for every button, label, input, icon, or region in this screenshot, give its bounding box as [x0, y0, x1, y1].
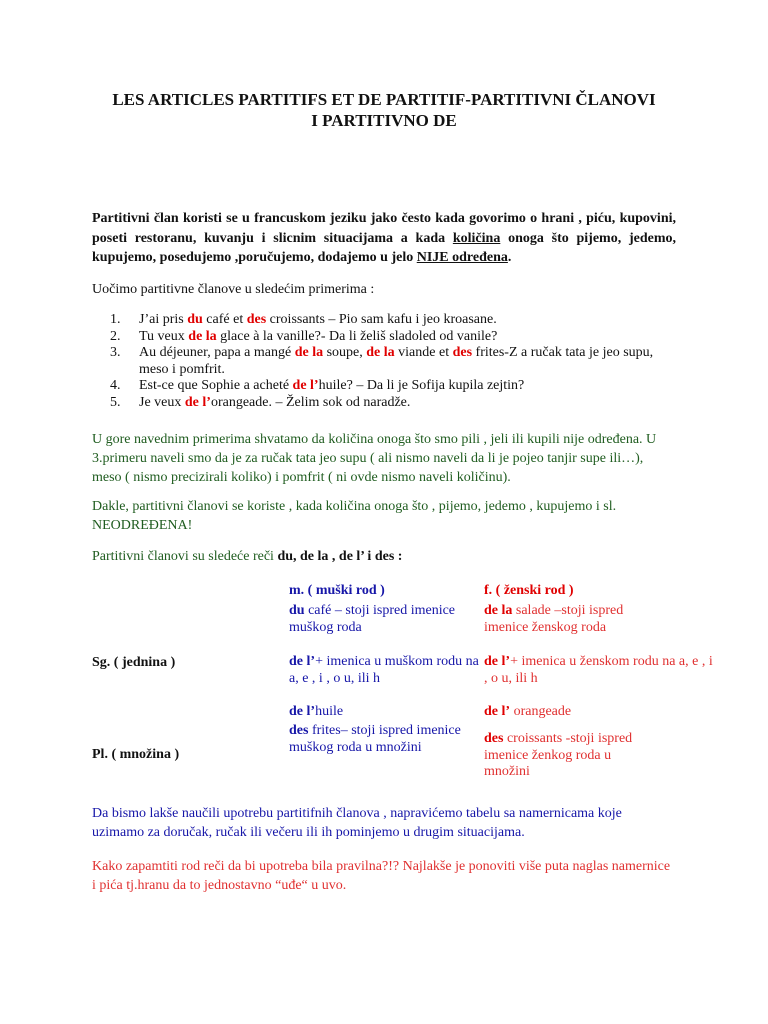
table-f-pl-des-word: des — [484, 731, 504, 746]
intro-underlined-not-defined: NIJE određena — [416, 250, 508, 265]
example-fragment: Au déjeuner, papa a mangé — [139, 345, 295, 360]
table-f-sg-de-l-word: de l’ — [484, 654, 511, 669]
example-article: de la — [188, 328, 217, 344]
table-f-sg-de-la-text: salade –stoji ispred imenice ženskog roda — [484, 603, 624, 635]
articles-line — [92, 547, 676, 566]
table-m-sg-huile-word: de l’ — [289, 704, 316, 719]
example-fragment: soupe, — [323, 345, 367, 360]
example-article: de la — [366, 345, 395, 360]
table-f-sg-orangeade-word: de l’ — [484, 704, 511, 719]
examples-list — [110, 312, 680, 411]
example-article: des — [246, 312, 267, 327]
table-m-sg-du-word: du — [289, 603, 305, 618]
example-article: de l’ — [292, 378, 319, 393]
table-m-pl-des-text: frites– stoji ispred imenice muškog roda u množini — [289, 723, 461, 755]
intro-text-c: . — [507, 250, 512, 265]
intro-underlined-quantity: količina — [452, 230, 501, 246]
table-f-sg-orangeade-text: orangeade — [510, 704, 572, 719]
example-fragment: café et — [202, 312, 247, 327]
table-m-sg-de-l-text: + imenica u muškom rodu na a, e , i , o u, ili h — [289, 654, 479, 686]
example-item — [110, 395, 680, 412]
example-fragment: orangeade. – Želim sok od naradže. — [210, 394, 411, 410]
example-number: 1. — [110, 312, 121, 327]
example-item — [110, 329, 680, 346]
example-fragment: viande et — [394, 345, 453, 360]
example-article: de la — [294, 345, 324, 360]
table-f-pl-des-text: croissants -stoji ispred imenice ženkog roda u množini — [484, 731, 633, 779]
intro-text-b: onoga što pijemo, jedemo, kupujemo, posedujemo ,poručujemo, dodajemo u jelo — [92, 230, 676, 265]
example-text — [139, 329, 680, 346]
table-m-sg-huile-text: huile — [315, 704, 344, 719]
example-article: de l’ — [184, 394, 211, 410]
example-fragment: Je veux — [139, 394, 185, 410]
table-m-sg-du — [289, 603, 481, 636]
example-fragment: huile? – Da li je Sofija kupila zejtin? — [318, 378, 525, 393]
title-line-1: LES ARTICLES PARTITIFS ET DE PARTITIF-PARTITIVNI ČLANOVI — [112, 90, 656, 109]
table-f-sg-orangeade — [484, 704, 571, 721]
final-note-paragraph: Kako zapamtiti rod reči da bi upotreba bila pravilna?!? Najlakše je ponoviti više puta naglas namernice i pića tj.hranu da to jednostavno “uđe“ u uvo. — [92, 859, 671, 893]
table-m-pl-des — [289, 723, 485, 756]
intro-paragraph — [92, 209, 676, 268]
conclusion-paragraph: Dakle, partitivni članovi se koriste , kada količina onoga što , pijemo, jedemo , kupujemo i sl. NEODREĐENA! — [92, 499, 617, 533]
example-fragment: croissants – Pio sam kafu i jeo kroasane. — [266, 312, 497, 327]
example-fragment: J’ai pris — [139, 312, 188, 327]
example-number: 3. — [110, 345, 121, 360]
table-f-sg-de-l — [484, 654, 714, 687]
example-fragment: glace à la vanille?- Da li želiš sladoled od vanile? — [216, 328, 498, 344]
example-fragment: frites-Z a ručak tata je jeo supu, meso i pomfrit. — [139, 345, 654, 377]
table-row-singular: Sg. ( jednina ) — [92, 655, 176, 670]
table-m-sg-du-text: café – stoji ispred imenice muškog roda — [289, 603, 456, 635]
example-number: 4. — [110, 378, 121, 393]
example-number: 5. — [110, 394, 121, 410]
example-text — [139, 345, 680, 378]
table-note-paragraph: Da bismo lakše naučili upotrebu partitifnih članova , napravićemo tabelu sa namernicama koje uzimamo za doručak, ručak ili večeru ili ih pominjemo u drugim situacijama. — [92, 806, 622, 840]
articles-line-prefix: Partitivni članovi su sledeće reči — [92, 549, 278, 564]
table-f-sg-de-l-text: + imenica u ženskom rodu na a, e , i , o u, ili h — [484, 654, 713, 686]
table-row-plural: Pl. ( množina ) — [92, 747, 180, 762]
table-f-sg-de-la-word: de la — [484, 603, 513, 618]
table-f-pl-des — [484, 731, 652, 781]
examples-lead: Uočimo partitivne članove u sledećim primerima : — [92, 282, 375, 297]
document-title — [60, 89, 708, 131]
example-text — [139, 378, 680, 395]
table-f-sg-de-la — [484, 603, 654, 636]
table-header-masculine: m. ( muški rod ) — [289, 583, 385, 598]
example-item — [110, 378, 680, 395]
table-m-sg-de-l — [289, 654, 487, 687]
example-fragment: Tu veux — [139, 328, 189, 344]
example-number: 2. — [110, 328, 121, 344]
example-article: du — [187, 312, 203, 327]
explanation-paragraph: U gore navednim primerima shvatamo da količina onoga što smo pili , jeli ili kupili nije određena. U 3.primeru naveli smo da je za ručak tata jeo supu ( ali nismo naveli da li je pojeo tanjir supe ili…), meso ( nismo precizirali koliko) i pomfrit ( ni ovde nismo naveli količinu). — [92, 432, 657, 485]
example-text — [139, 312, 680, 329]
articles-line-words: du, de la , de l’ i des : — [277, 549, 403, 564]
example-article: des — [452, 345, 473, 360]
table-m-sg-de-l-word: de l’ — [289, 654, 316, 669]
intro-text-a: Partitivni član koristi se u francuskom jeziku jako često kada govorimo o hrani , piću, kupovini, poseti restoranu, kuvanju i slicnim situacijama a kada — [92, 211, 676, 246]
table-m-pl-des-word: des — [289, 723, 309, 738]
example-text — [139, 395, 680, 412]
title-line-2: I PARTITIVNO DE — [311, 111, 457, 130]
example-fragment: Est-ce que Sophie a acheté — [139, 378, 293, 393]
table-m-sg-huile — [289, 704, 343, 721]
table-header-feminine: f. ( ženski rod ) — [484, 583, 574, 598]
example-item — [110, 312, 680, 329]
example-item — [110, 345, 680, 378]
